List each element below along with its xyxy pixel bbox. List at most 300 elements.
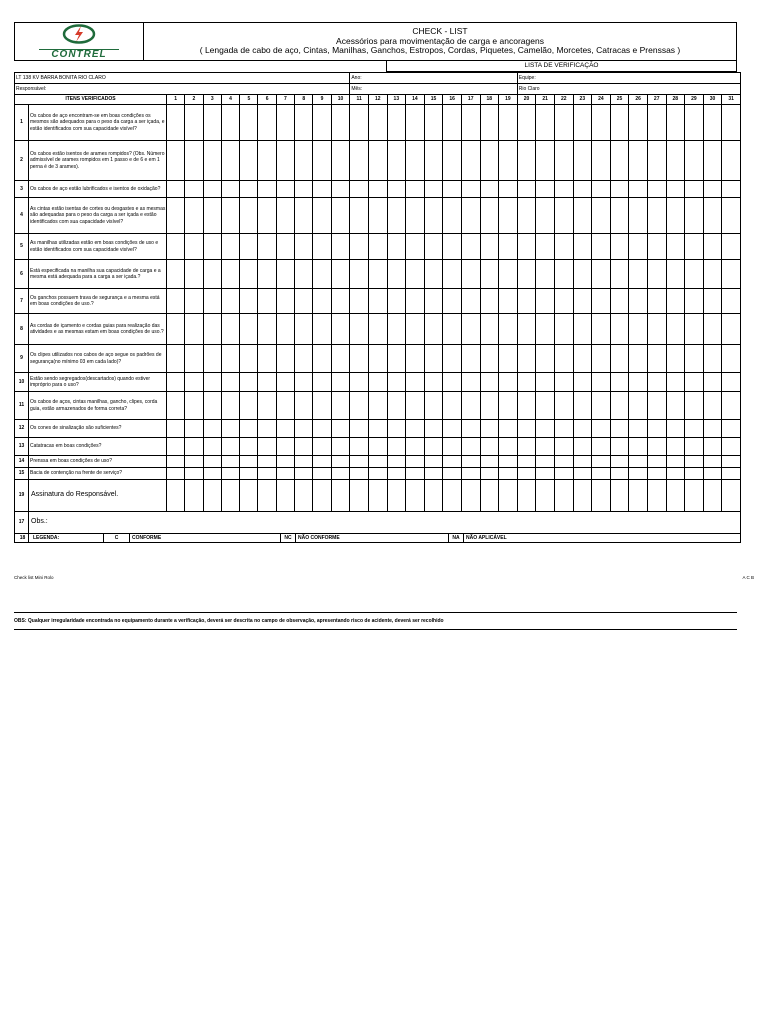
check-cell[interactable] [629, 345, 648, 373]
check-cell[interactable] [240, 260, 258, 289]
check-cell[interactable] [313, 181, 331, 198]
check-cell[interactable] [592, 314, 611, 345]
check-cell[interactable] [424, 438, 443, 456]
signature-cell[interactable] [461, 480, 480, 512]
signature-cell[interactable] [203, 480, 221, 512]
check-cell[interactable] [221, 141, 239, 181]
check-cell[interactable] [313, 420, 331, 438]
check-cell[interactable] [703, 181, 722, 198]
check-cell[interactable] [647, 181, 666, 198]
check-cell[interactable] [167, 181, 185, 198]
check-cell[interactable] [258, 105, 276, 141]
check-cell[interactable] [406, 420, 425, 438]
check-cell[interactable] [536, 468, 555, 480]
check-cell[interactable] [387, 314, 406, 345]
check-cell[interactable] [221, 345, 239, 373]
check-cell[interactable] [499, 345, 518, 373]
signature-cell[interactable] [685, 480, 704, 512]
check-cell[interactable] [331, 260, 350, 289]
check-cell[interactable] [610, 198, 629, 234]
check-cell[interactable] [295, 141, 313, 181]
check-cell[interactable] [221, 438, 239, 456]
check-cell[interactable] [313, 141, 331, 181]
check-cell[interactable] [647, 234, 666, 260]
check-cell[interactable] [331, 345, 350, 373]
check-cell[interactable] [167, 373, 185, 392]
check-cell[interactable] [387, 289, 406, 314]
check-cell[interactable] [167, 141, 185, 181]
check-cell[interactable] [424, 234, 443, 260]
check-cell[interactable] [258, 314, 276, 345]
check-cell[interactable] [331, 468, 350, 480]
check-cell[interactable] [647, 420, 666, 438]
check-cell[interactable] [295, 468, 313, 480]
check-cell[interactable] [387, 373, 406, 392]
check-cell[interactable] [647, 314, 666, 345]
check-cell[interactable] [647, 392, 666, 420]
check-cell[interactable] [313, 105, 331, 141]
check-cell[interactable] [331, 234, 350, 260]
check-cell[interactable] [406, 314, 425, 345]
check-cell[interactable] [517, 420, 536, 438]
check-cell[interactable] [331, 373, 350, 392]
check-cell[interactable] [685, 420, 704, 438]
signature-cell[interactable] [536, 480, 555, 512]
signature-cell[interactable] [666, 480, 685, 512]
check-cell[interactable] [203, 198, 221, 234]
check-cell[interactable] [368, 141, 387, 181]
check-cell[interactable] [629, 392, 648, 420]
check-cell[interactable] [406, 438, 425, 456]
check-cell[interactable] [592, 260, 611, 289]
check-cell[interactable] [722, 234, 741, 260]
check-cell[interactable] [387, 438, 406, 456]
check-cell[interactable] [406, 198, 425, 234]
ano-field[interactable]: Ano: [350, 73, 517, 84]
check-cell[interactable] [610, 105, 629, 141]
check-cell[interactable] [666, 420, 685, 438]
check-cell[interactable] [185, 198, 203, 234]
check-cell[interactable] [276, 105, 294, 141]
check-cell[interactable] [610, 260, 629, 289]
check-cell[interactable] [406, 234, 425, 260]
check-cell[interactable] [350, 141, 369, 181]
check-cell[interactable] [203, 456, 221, 468]
check-cell[interactable] [461, 141, 480, 181]
check-cell[interactable] [424, 105, 443, 141]
check-cell[interactable] [499, 456, 518, 468]
check-cell[interactable] [331, 420, 350, 438]
check-cell[interactable] [221, 289, 239, 314]
check-cell[interactable] [185, 234, 203, 260]
signature-cell[interactable] [499, 480, 518, 512]
signature-cell[interactable] [573, 480, 592, 512]
check-cell[interactable] [629, 105, 648, 141]
check-cell[interactable] [240, 456, 258, 468]
check-cell[interactable] [703, 314, 722, 345]
check-cell[interactable] [387, 141, 406, 181]
check-cell[interactable] [368, 373, 387, 392]
check-cell[interactable] [592, 345, 611, 373]
check-cell[interactable] [424, 198, 443, 234]
check-cell[interactable] [331, 438, 350, 456]
check-cell[interactable] [331, 314, 350, 345]
check-cell[interactable] [221, 105, 239, 141]
check-cell[interactable] [703, 456, 722, 468]
check-cell[interactable] [461, 373, 480, 392]
check-cell[interactable] [167, 105, 185, 141]
check-cell[interactable] [573, 289, 592, 314]
check-cell[interactable] [313, 314, 331, 345]
check-cell[interactable] [685, 198, 704, 234]
signature-cell[interactable] [517, 480, 536, 512]
check-cell[interactable] [573, 392, 592, 420]
check-cell[interactable] [517, 468, 536, 480]
check-cell[interactable] [185, 260, 203, 289]
check-cell[interactable] [517, 141, 536, 181]
check-cell[interactable] [536, 260, 555, 289]
check-cell[interactable] [610, 468, 629, 480]
check-cell[interactable] [368, 345, 387, 373]
check-cell[interactable] [722, 314, 741, 345]
check-cell[interactable] [666, 105, 685, 141]
check-cell[interactable] [573, 181, 592, 198]
check-cell[interactable] [167, 438, 185, 456]
check-cell[interactable] [185, 314, 203, 345]
check-cell[interactable] [406, 289, 425, 314]
check-cell[interactable] [647, 456, 666, 468]
check-cell[interactable] [295, 373, 313, 392]
check-cell[interactable] [167, 198, 185, 234]
check-cell[interactable] [167, 456, 185, 468]
check-cell[interactable] [685, 234, 704, 260]
check-cell[interactable] [185, 468, 203, 480]
check-cell[interactable] [573, 234, 592, 260]
check-cell[interactable] [240, 345, 258, 373]
check-cell[interactable] [685, 181, 704, 198]
check-cell[interactable] [592, 456, 611, 468]
check-cell[interactable] [221, 234, 239, 260]
check-cell[interactable] [295, 105, 313, 141]
check-cell[interactable] [350, 420, 369, 438]
check-cell[interactable] [610, 345, 629, 373]
check-cell[interactable] [461, 420, 480, 438]
check-cell[interactable] [387, 105, 406, 141]
check-cell[interactable] [203, 468, 221, 480]
check-cell[interactable] [313, 260, 331, 289]
check-cell[interactable] [258, 345, 276, 373]
check-cell[interactable] [258, 468, 276, 480]
check-cell[interactable] [722, 438, 741, 456]
check-cell[interactable] [387, 345, 406, 373]
check-cell[interactable] [350, 105, 369, 141]
check-cell[interactable] [331, 456, 350, 468]
check-cell[interactable] [221, 392, 239, 420]
check-cell[interactable] [185, 345, 203, 373]
check-cell[interactable] [647, 260, 666, 289]
check-cell[interactable] [499, 260, 518, 289]
check-cell[interactable] [536, 438, 555, 456]
check-cell[interactable] [461, 234, 480, 260]
check-cell[interactable] [185, 289, 203, 314]
check-cell[interactable] [629, 373, 648, 392]
check-cell[interactable] [573, 141, 592, 181]
check-cell[interactable] [610, 456, 629, 468]
check-cell[interactable] [499, 234, 518, 260]
check-cell[interactable] [536, 289, 555, 314]
check-cell[interactable] [203, 141, 221, 181]
check-cell[interactable] [276, 468, 294, 480]
check-cell[interactable] [480, 468, 499, 480]
check-cell[interactable] [350, 438, 369, 456]
check-cell[interactable] [276, 141, 294, 181]
check-cell[interactable] [185, 141, 203, 181]
check-cell[interactable] [536, 314, 555, 345]
check-cell[interactable] [221, 468, 239, 480]
check-cell[interactable] [573, 373, 592, 392]
check-cell[interactable] [703, 468, 722, 480]
check-cell[interactable] [185, 105, 203, 141]
check-cell[interactable] [554, 260, 573, 289]
check-cell[interactable] [240, 198, 258, 234]
check-cell[interactable] [629, 141, 648, 181]
check-cell[interactable] [424, 181, 443, 198]
check-cell[interactable] [295, 234, 313, 260]
check-cell[interactable] [722, 420, 741, 438]
check-cell[interactable] [592, 181, 611, 198]
check-cell[interactable] [517, 289, 536, 314]
check-cell[interactable] [185, 181, 203, 198]
check-cell[interactable] [685, 260, 704, 289]
check-cell[interactable] [276, 345, 294, 373]
check-cell[interactable] [443, 420, 462, 438]
check-cell[interactable] [647, 373, 666, 392]
check-cell[interactable] [443, 314, 462, 345]
check-cell[interactable] [573, 468, 592, 480]
check-cell[interactable] [499, 420, 518, 438]
check-cell[interactable] [517, 198, 536, 234]
check-cell[interactable] [480, 438, 499, 456]
check-cell[interactable] [629, 468, 648, 480]
check-cell[interactable] [221, 198, 239, 234]
check-cell[interactable] [517, 392, 536, 420]
check-cell[interactable] [499, 289, 518, 314]
check-cell[interactable] [629, 420, 648, 438]
check-cell[interactable] [610, 420, 629, 438]
check-cell[interactable] [722, 289, 741, 314]
check-cell[interactable] [203, 260, 221, 289]
check-cell[interactable] [443, 438, 462, 456]
check-cell[interactable] [499, 373, 518, 392]
check-cell[interactable] [703, 289, 722, 314]
check-cell[interactable] [203, 420, 221, 438]
check-cell[interactable] [331, 141, 350, 181]
check-cell[interactable] [221, 314, 239, 345]
check-cell[interactable] [666, 289, 685, 314]
check-cell[interactable] [610, 234, 629, 260]
check-cell[interactable] [276, 260, 294, 289]
check-cell[interactable] [517, 234, 536, 260]
check-cell[interactable] [666, 468, 685, 480]
check-cell[interactable] [554, 468, 573, 480]
check-cell[interactable] [517, 345, 536, 373]
check-cell[interactable] [295, 314, 313, 345]
signature-cell[interactable] [350, 480, 369, 512]
check-cell[interactable] [350, 198, 369, 234]
check-cell[interactable] [592, 234, 611, 260]
check-cell[interactable] [685, 289, 704, 314]
signature-cell[interactable] [240, 480, 258, 512]
check-cell[interactable] [203, 105, 221, 141]
signature-cell[interactable] [406, 480, 425, 512]
check-cell[interactable] [350, 181, 369, 198]
check-cell[interactable] [443, 181, 462, 198]
check-cell[interactable] [480, 141, 499, 181]
signature-cell[interactable] [295, 480, 313, 512]
check-cell[interactable] [387, 420, 406, 438]
check-cell[interactable] [703, 392, 722, 420]
check-cell[interactable] [443, 105, 462, 141]
check-cell[interactable] [461, 198, 480, 234]
check-cell[interactable] [443, 198, 462, 234]
check-cell[interactable] [258, 289, 276, 314]
check-cell[interactable] [368, 198, 387, 234]
signature-cell[interactable] [647, 480, 666, 512]
signature-cell[interactable] [368, 480, 387, 512]
check-cell[interactable] [573, 345, 592, 373]
check-cell[interactable] [536, 456, 555, 468]
check-cell[interactable] [240, 181, 258, 198]
check-cell[interactable] [461, 468, 480, 480]
check-cell[interactable] [685, 314, 704, 345]
check-cell[interactable] [406, 456, 425, 468]
check-cell[interactable] [368, 181, 387, 198]
check-cell[interactable] [350, 314, 369, 345]
check-cell[interactable] [610, 314, 629, 345]
check-cell[interactable] [167, 234, 185, 260]
check-cell[interactable] [517, 373, 536, 392]
check-cell[interactable] [480, 456, 499, 468]
responsavel-field[interactable]: Responsável: [15, 84, 350, 95]
check-cell[interactable] [424, 314, 443, 345]
check-cell[interactable] [499, 392, 518, 420]
check-cell[interactable] [276, 420, 294, 438]
check-cell[interactable] [722, 456, 741, 468]
check-cell[interactable] [295, 392, 313, 420]
check-cell[interactable] [350, 392, 369, 420]
check-cell[interactable] [443, 468, 462, 480]
check-cell[interactable] [368, 260, 387, 289]
check-cell[interactable] [629, 234, 648, 260]
check-cell[interactable] [480, 260, 499, 289]
check-cell[interactable] [167, 289, 185, 314]
check-cell[interactable] [666, 234, 685, 260]
signature-cell[interactable] [703, 480, 722, 512]
check-cell[interactable] [554, 289, 573, 314]
check-cell[interactable] [480, 314, 499, 345]
check-cell[interactable] [406, 141, 425, 181]
check-cell[interactable] [647, 105, 666, 141]
check-cell[interactable] [722, 141, 741, 181]
check-cell[interactable] [573, 438, 592, 456]
check-cell[interactable] [722, 345, 741, 373]
check-cell[interactable] [424, 289, 443, 314]
check-cell[interactable] [517, 181, 536, 198]
check-cell[interactable] [461, 314, 480, 345]
check-cell[interactable] [554, 314, 573, 345]
check-cell[interactable] [295, 260, 313, 289]
check-cell[interactable] [666, 198, 685, 234]
check-cell[interactable] [536, 181, 555, 198]
check-cell[interactable] [592, 289, 611, 314]
check-cell[interactable] [313, 373, 331, 392]
check-cell[interactable] [703, 105, 722, 141]
check-cell[interactable] [517, 456, 536, 468]
check-cell[interactable] [443, 392, 462, 420]
check-cell[interactable] [185, 456, 203, 468]
check-cell[interactable] [573, 314, 592, 345]
check-cell[interactable] [331, 289, 350, 314]
check-cell[interactable] [295, 198, 313, 234]
check-cell[interactable] [722, 105, 741, 141]
check-cell[interactable] [185, 438, 203, 456]
check-cell[interactable] [258, 181, 276, 198]
check-cell[interactable] [221, 456, 239, 468]
check-cell[interactable] [647, 468, 666, 480]
check-cell[interactable] [313, 438, 331, 456]
check-cell[interactable] [554, 198, 573, 234]
check-cell[interactable] [424, 456, 443, 468]
check-cell[interactable] [443, 289, 462, 314]
check-cell[interactable] [203, 289, 221, 314]
check-cell[interactable] [554, 181, 573, 198]
check-cell[interactable] [461, 392, 480, 420]
check-cell[interactable] [424, 373, 443, 392]
check-cell[interactable] [666, 392, 685, 420]
check-cell[interactable] [368, 289, 387, 314]
check-cell[interactable] [499, 468, 518, 480]
check-cell[interactable] [461, 181, 480, 198]
check-cell[interactable] [240, 438, 258, 456]
check-cell[interactable] [368, 105, 387, 141]
check-cell[interactable] [666, 456, 685, 468]
check-cell[interactable] [203, 392, 221, 420]
check-cell[interactable] [647, 438, 666, 456]
check-cell[interactable] [203, 314, 221, 345]
check-cell[interactable] [276, 438, 294, 456]
check-cell[interactable] [276, 234, 294, 260]
check-cell[interactable] [610, 141, 629, 181]
check-cell[interactable] [240, 141, 258, 181]
check-cell[interactable] [554, 392, 573, 420]
check-cell[interactable] [480, 373, 499, 392]
check-cell[interactable] [167, 392, 185, 420]
check-cell[interactable] [424, 468, 443, 480]
check-cell[interactable] [276, 181, 294, 198]
check-cell[interactable] [666, 260, 685, 289]
check-cell[interactable] [592, 141, 611, 181]
check-cell[interactable] [499, 314, 518, 345]
check-cell[interactable] [387, 198, 406, 234]
check-cell[interactable] [703, 234, 722, 260]
check-cell[interactable] [499, 105, 518, 141]
check-cell[interactable] [610, 438, 629, 456]
check-cell[interactable] [647, 345, 666, 373]
check-cell[interactable] [461, 289, 480, 314]
check-cell[interactable] [517, 314, 536, 345]
check-cell[interactable] [368, 234, 387, 260]
signature-cell[interactable] [258, 480, 276, 512]
